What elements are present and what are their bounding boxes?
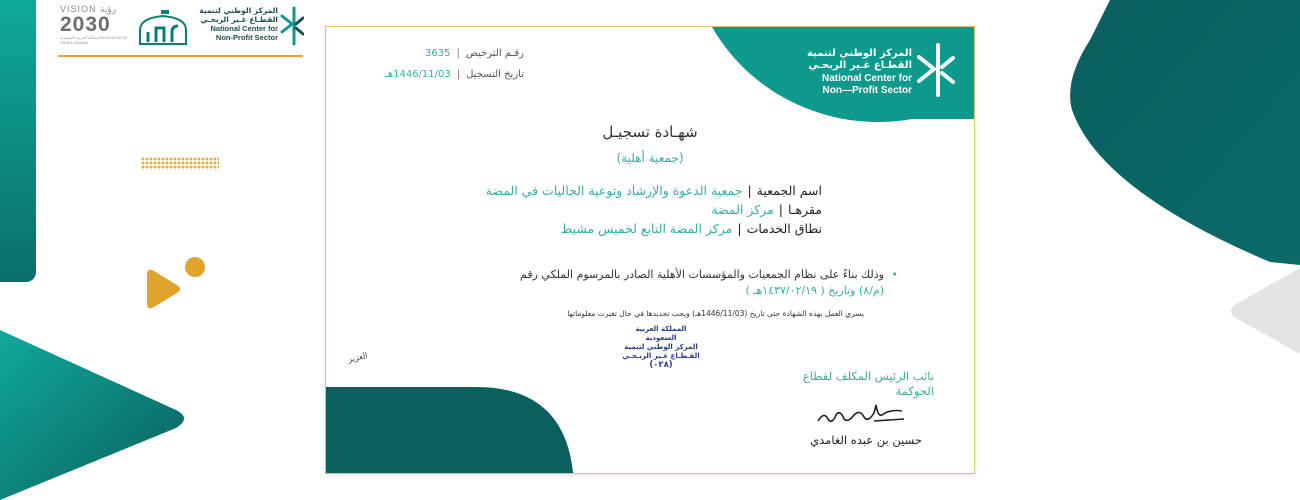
decorative-gold-play-icon (143, 255, 205, 315)
cert-logo-ar-line1: المركز الوطني لتنمية (807, 48, 912, 59)
handwritten-note: العزيز (347, 351, 369, 364)
ncnp-small-en-line1: National Center for (210, 24, 278, 33)
signature-icon (816, 399, 906, 429)
signer-title: نائب الرئيس المكلف لقطاع الحوكمة (802, 369, 934, 398)
legal-basis-line1: وذلك بناءً على نظام الجمعيات والمؤسسات الأهلية الصادر بالمرسوم الملكي رقم (520, 268, 884, 281)
vision-2030-logo (60, 4, 130, 45)
vision-subtitle: المملكة العربية السعودية KINGDOM OF SAUDI ARABIA (60, 35, 128, 45)
decorative-gold-dots (141, 157, 219, 170)
field-label: نطاق الخدمات (746, 221, 822, 236)
decorative-teal-bar-left (0, 0, 36, 282)
field-service-scope: نطاق الخدمات|مركز المضة التابع لخميس مشيط (560, 221, 822, 236)
registration-certificate (325, 26, 975, 474)
field-headquarters: مقرهـا|مركز المضة (711, 202, 822, 217)
vision-word: VISION رؤية (60, 4, 117, 14)
ncnp-small-en-line2: Non-Profit Sector (215, 33, 278, 42)
decorative-teal-triangle-left (0, 330, 190, 500)
bullet-icon: • (891, 268, 898, 281)
official-stamp (622, 325, 700, 370)
field-label: اسم الجمعية (756, 183, 822, 198)
registration-date-row: تاريخ التسجيل|1446/11/03هـ (384, 69, 524, 80)
license-value: 3635 (424, 48, 451, 59)
license-number-row: رقـم الترخيص|3635 (424, 48, 524, 59)
cert-logo-ar-line2: القطـاع غـير الربحـي (808, 60, 912, 71)
field-value: مركز المضة (711, 202, 774, 217)
signer-name: حسين بن عبده الغامدي (810, 433, 922, 447)
stamp-line3: القـطـاع غـير الربـحـي (622, 352, 700, 360)
mudah-logo-icon (136, 8, 190, 48)
stamp-line2: المركز الوطني لتنمية (624, 343, 698, 351)
decorative-teal-shape-right (1070, 0, 1300, 265)
cert-logo-en-line1: National Center for (821, 73, 912, 84)
certificate-subtitle: (جمعية أهلية) (616, 151, 684, 165)
license-label: رقـم الترخيص (465, 48, 524, 59)
decorative-gray-triangle-right (1228, 268, 1300, 354)
certificate-title: شهـادة تسجيـل (602, 123, 698, 141)
field-association-name: اسم الجمعية|جمعية الدعوة والإرشاد وتوعية الجاليات في المضة (485, 183, 822, 198)
header-logos (58, 0, 303, 57)
field-value: جمعية الدعوة والإرشاد وتوعية الجاليات في المضة (485, 183, 743, 198)
ncnp-mark-icon (916, 41, 956, 99)
ncnp-mark-icon (280, 4, 304, 48)
field-label: مقرهـا (788, 202, 822, 217)
registration-value: 1446/11/03هـ (384, 69, 451, 80)
certificate-teal-bottom-corner (326, 387, 576, 474)
ncnp-small-ar-line1: المركز الوطني لتنمية (199, 6, 278, 15)
legal-basis-paragraph (444, 267, 898, 299)
validity-note: يسري العمل بهذه الشهادة حتى تاريخ (1446/11/03هـ) ويجب تجديدها في حال تغيرت معلوماتها (567, 309, 864, 318)
decorative-teal-triangle-bottom-right (1150, 360, 1300, 500)
registration-label: تاريخ التسجيل (466, 69, 524, 80)
vision-year: 2030 (60, 13, 111, 36)
stamp-number: (٠٢٨) (649, 360, 673, 370)
ncnp-small-ar-line2: القطـاع غـير الربحـي (200, 15, 278, 24)
stamp-line1: المملكة العربية السعودية (635, 325, 687, 342)
field-value: مركز المضة التابع لخميس مشيط (560, 221, 733, 236)
cert-logo-en-line2: Non—Profit Sector (822, 85, 912, 96)
legal-basis-line2: (م/٨) وتاريخ ( ١٤٣٧/٠٢/١٩هـ ) (745, 284, 884, 297)
